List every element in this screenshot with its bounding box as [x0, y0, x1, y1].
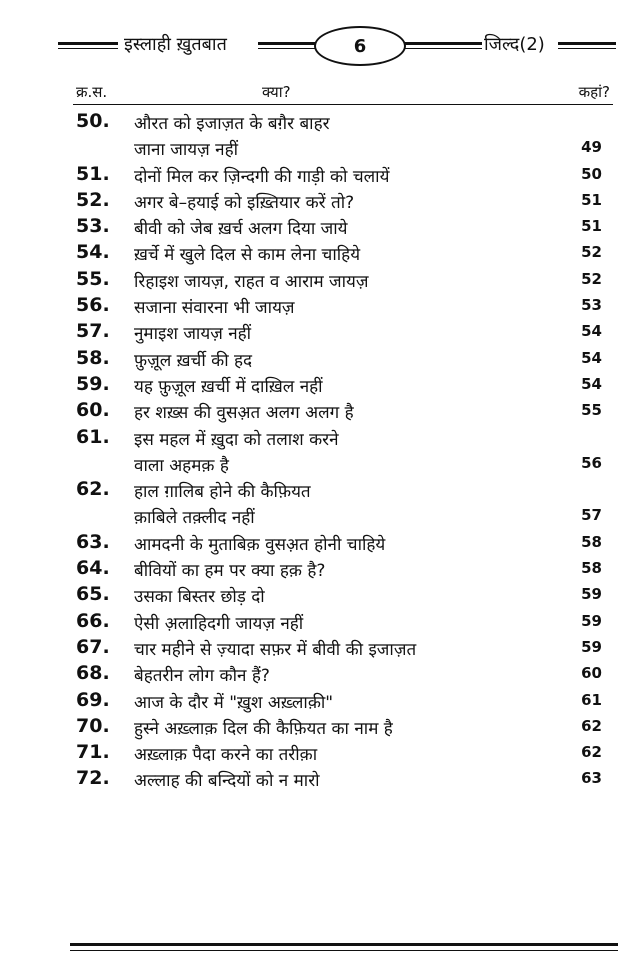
entry-title: सजाना संवारना भी जायज़ — [134, 298, 295, 319]
toc-entry — [0, 371, 638, 397]
entry-page-number: 54 — [581, 322, 602, 341]
toc-entry-line — [0, 765, 638, 791]
entry-number: 58. — [76, 346, 110, 369]
toc-entry — [0, 424, 638, 477]
column-header-serial: क्र.स. — [76, 83, 108, 101]
entry-title: हर शख़्स की वुसअ़त अलग अलग है — [134, 403, 354, 424]
entry-number: 68. — [76, 662, 110, 685]
table-of-contents — [0, 108, 638, 792]
toc-entry — [0, 765, 638, 791]
entry-number: 50. — [76, 110, 110, 132]
toc-entry-line — [0, 529, 638, 555]
entry-title: बीवी को जेब ख़र्च अलग दिया जाये — [134, 219, 348, 240]
footer-rule-thick — [70, 943, 618, 946]
entry-number: 64. — [76, 557, 110, 580]
entry-number: 57. — [76, 320, 110, 343]
header-rule-mid-left-thin — [258, 48, 316, 49]
entry-page-number: 58 — [581, 532, 602, 551]
header-rule-right — [558, 42, 616, 45]
toc-entry-line — [0, 134, 638, 160]
header-rule-left-thin — [58, 48, 118, 49]
book-title: इस्लाही ख़ुतबात — [124, 34, 227, 55]
entry-title: आमदनी के मुताबिक़ वुसअ़त होनी चाहिये — [134, 534, 386, 555]
column-header-where: कहां? — [578, 83, 610, 101]
toc-entry-line — [0, 660, 638, 686]
entry-page-number: 52 — [581, 243, 602, 262]
toc-entry-line — [0, 345, 638, 371]
entry-number: 69. — [76, 688, 110, 711]
toc-entry-line — [0, 502, 638, 528]
entry-number: 55. — [76, 267, 110, 290]
entry-page-number: 59 — [581, 585, 602, 604]
toc-entry — [0, 239, 638, 265]
column-header-what: क्या? — [262, 83, 291, 101]
entry-title: अल्लाह की बन्दियों को न मारो — [134, 771, 320, 792]
toc-entry-line — [0, 371, 638, 397]
entry-number: 72. — [76, 767, 110, 790]
entry-title: हुस्ने अख़्लाक़ दिल की कैफ़ियत का नाम है — [134, 718, 393, 739]
entry-title: ख़र्चे में खुले दिल से काम लेना चाहिये — [134, 245, 361, 266]
entry-title: चार महीने से ज़्यादा सफ़र में बीवी की इजाज़त — [134, 639, 417, 660]
entry-number: 54. — [76, 241, 110, 264]
entry-page-number: 55 — [581, 401, 602, 420]
entry-page-number: 51 — [581, 217, 602, 236]
entry-title: नुमाइश जायज़ नहीं — [134, 324, 252, 345]
entry-page-number: 51 — [581, 190, 602, 209]
toc-entry-line — [0, 424, 638, 450]
toc-entry-line — [0, 634, 638, 660]
toc-entry-line — [0, 555, 638, 581]
entry-number: 60. — [76, 399, 110, 422]
toc-entry — [0, 529, 638, 555]
entry-title: फ़ुज़ूल ख़र्ची की हद — [134, 350, 253, 371]
entry-title: बेहतरीन लोग कौन हैं? — [134, 666, 270, 687]
toc-entry — [0, 634, 638, 660]
entry-number: 66. — [76, 609, 110, 632]
entry-title: यह फ़ुज़ूल ख़र्ची में दाख़िल नहीं — [134, 376, 323, 397]
entry-number: 67. — [76, 635, 110, 658]
toc-entry — [0, 687, 638, 713]
toc-entry-line — [0, 318, 638, 344]
entry-page-number: 54 — [581, 348, 602, 367]
toc-entry-line — [0, 108, 638, 134]
toc-entry — [0, 318, 638, 344]
toc-entry — [0, 581, 638, 607]
entry-title: जाना जायज़ नहीं — [134, 140, 239, 161]
page-header — [58, 24, 616, 70]
toc-entry-line — [0, 739, 638, 765]
toc-entry — [0, 476, 638, 529]
toc-entry — [0, 555, 638, 581]
page-number-badge — [314, 26, 406, 66]
entry-title: आज के दौर में "ख़ुश अख़्लाक़ी" — [134, 692, 334, 713]
entry-title: हाल ग़ालिब होने की कैफ़ियत — [134, 482, 311, 503]
entry-page-number: 53 — [581, 296, 602, 315]
entry-title: औरत को इजाज़त के बग़ैर बाहर — [134, 114, 330, 134]
toc-entry-line — [0, 476, 638, 502]
entry-page-number: 54 — [581, 374, 602, 393]
toc-entry — [0, 161, 638, 187]
toc-entry — [0, 345, 638, 371]
entry-title: क़ाबिले तक़्लीद नहीं — [134, 508, 255, 529]
toc-entry — [0, 739, 638, 765]
entry-number: 62. — [76, 478, 110, 501]
entry-title: दोनों मिल कर ज़िन्दगी की गाड़ी को चलायें — [134, 166, 390, 187]
entry-number: 61. — [76, 425, 110, 448]
toc-entry — [0, 187, 638, 213]
toc-entry-line — [0, 450, 638, 476]
entry-page-number: 61 — [581, 690, 602, 709]
toc-entry — [0, 108, 638, 161]
header-rule-right-thin — [558, 48, 616, 49]
column-header-rule — [73, 104, 613, 105]
toc-entry — [0, 397, 638, 423]
toc-entry — [0, 660, 638, 686]
entry-title: अख़्लाक़ पैदा करने का तरीक़ा — [134, 745, 318, 766]
toc-entry — [0, 213, 638, 239]
entry-title: इस महल में ख़ुदा को तलाश करने — [134, 429, 339, 450]
entry-number: 53. — [76, 215, 110, 238]
page-number: 6 — [353, 35, 367, 57]
entry-page-number: 62 — [581, 716, 602, 735]
header-rule-mid-left — [258, 42, 316, 45]
toc-entry-line — [0, 397, 638, 423]
entry-title: अगर बे–हयाई को इख़्तियार करें तो? — [134, 192, 355, 213]
header-rule-mid-right-thin — [404, 48, 482, 49]
entry-page-number: 56 — [581, 453, 602, 472]
toc-entry — [0, 266, 638, 292]
entry-title: वाला अहमक़ है — [134, 455, 229, 476]
header-rule-mid-right — [404, 42, 482, 45]
toc-entry-line — [0, 161, 638, 187]
toc-entry — [0, 713, 638, 739]
entry-title: उसका बिस्तर छोड़ दो — [134, 587, 265, 608]
header-rule-left — [58, 42, 118, 45]
entry-title: ऐसी अ़लाहिदगी जायज़ नहीं — [134, 613, 304, 634]
entry-number: 56. — [76, 294, 110, 317]
entry-number: 63. — [76, 530, 110, 553]
entry-page-number: 59 — [581, 611, 602, 630]
toc-entry-line — [0, 608, 638, 634]
entry-number: 51. — [76, 162, 110, 185]
entry-number: 71. — [76, 741, 110, 764]
entry-page-number: 60 — [581, 664, 602, 683]
entry-page-number: 62 — [581, 743, 602, 762]
volume-label: जिल्द(2) — [484, 34, 545, 55]
entry-page-number: 57 — [581, 506, 602, 525]
entry-title: रिहाइश जायज़, राहत व आराम जायज़ — [134, 271, 369, 292]
entry-page-number: 59 — [581, 637, 602, 656]
entry-number: 52. — [76, 188, 110, 211]
toc-entry — [0, 292, 638, 318]
toc-entry-line — [0, 239, 638, 265]
entry-page-number: 50 — [581, 164, 602, 183]
toc-entry-line — [0, 292, 638, 318]
toc-entry-line — [0, 187, 638, 213]
entry-number: 65. — [76, 583, 110, 606]
entry-number: 59. — [76, 372, 110, 395]
toc-entry-line — [0, 581, 638, 607]
toc-entry — [0, 608, 638, 634]
entry-page-number: 52 — [581, 269, 602, 288]
toc-entry-line — [0, 687, 638, 713]
footer-rule-thin — [70, 950, 618, 951]
toc-entry-line — [0, 213, 638, 239]
entry-title: बीवियों का हम पर क्या हक़ है? — [134, 561, 326, 582]
entry-page-number: 49 — [581, 138, 602, 157]
entry-page-number: 58 — [581, 559, 602, 578]
toc-entry-line — [0, 266, 638, 292]
toc-entry-line — [0, 713, 638, 739]
entry-page-number: 63 — [581, 769, 602, 788]
entry-number: 70. — [76, 714, 110, 737]
